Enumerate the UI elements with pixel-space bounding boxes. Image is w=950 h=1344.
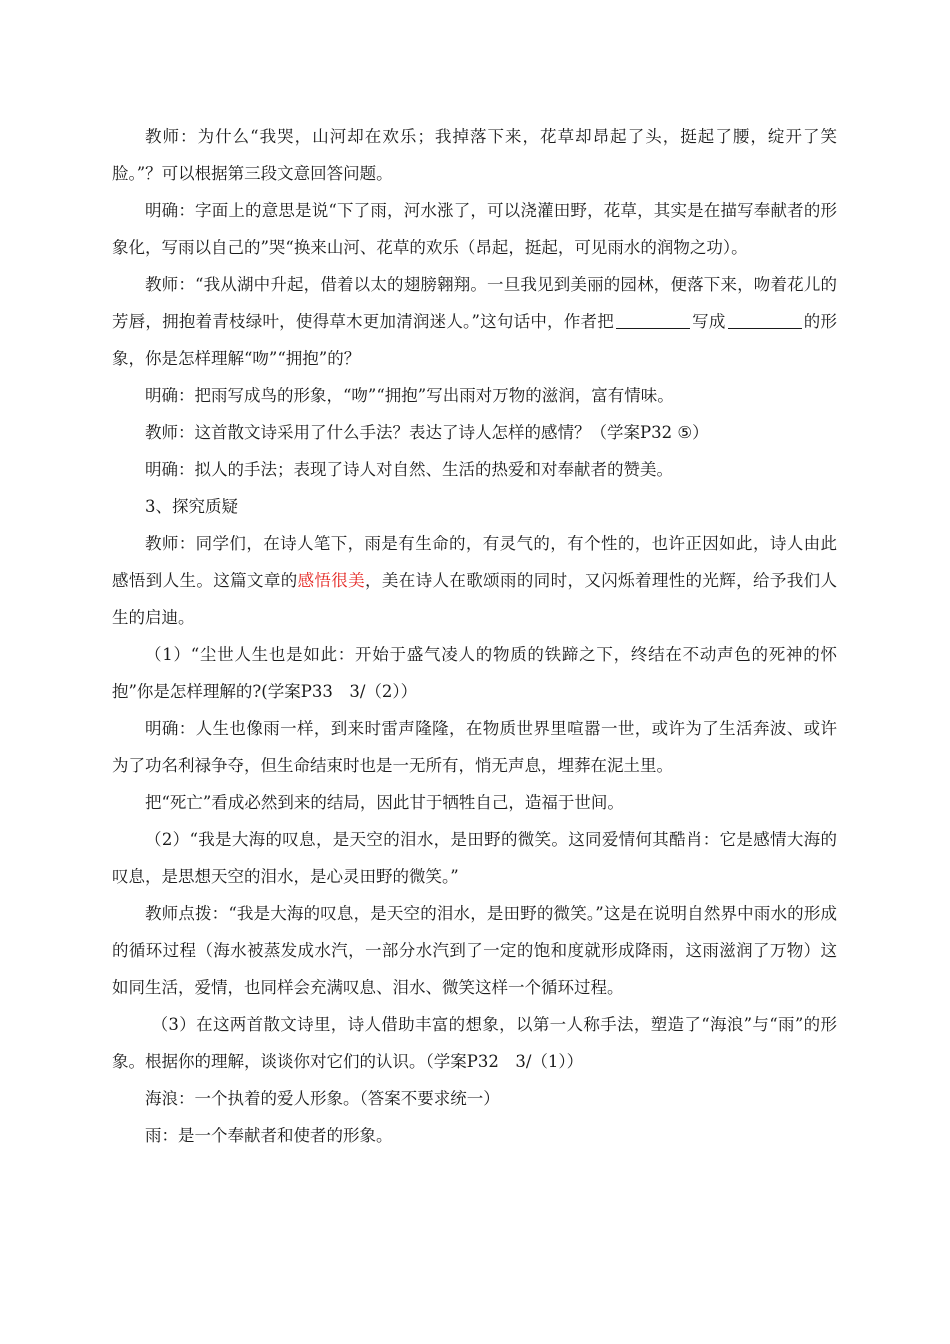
section-heading: 3、探究质疑: [145, 497, 238, 516]
paragraph-answer-3: 明确：拟人的手法；表现了诗人对自然、生活的热爱和对奉献者的赞美。: [145, 460, 673, 479]
paragraph-answer-2: 明确：把雨写成鸟的形象，“吻”“拥抱”写出雨对万物的滋润，富有情味。: [145, 386, 674, 405]
highlighted-text: 感悟很美: [297, 571, 366, 590]
question-1: （1）“尘世人生也是如此：开始于盛气凌人的物质的铁蹄之下，终结在不动声色的死神的怀抱”你是怎样理解的?(学案P33 3/（2））: [112, 645, 837, 701]
paragraph-teacher-question-2: [112, 266, 837, 377]
question-3: （3）在这两首散文诗里，诗人借助丰富的想象，以第一人称手法，塑造了“海浪”与“雨”的形象。根据你的理解，谈谈你对它们的认识。（学案P32 3/（1））: [112, 1015, 837, 1071]
answer-waves: 海浪：一个执着的爱人形象。（答案不要求统一）: [145, 1089, 500, 1108]
question-2: （2）“我是大海的叹息，是天空的泪水，是田野的微笑。这同爱情何其酷肖：它是感情大海的叹息，是思想天空的泪水，是心灵田野的微笑。”: [112, 830, 837, 886]
paragraph-text: 写成: [691, 312, 726, 331]
paragraph-text: 教师：“我从湖中升起，借着以太的翅膀翱翔。一旦我见到美丽的园林，便落下来，吻着花儿的芳唇，拥抱着青枝绿叶，使得草木更加清润迷人。”这句话中，作者把: [112, 275, 837, 331]
answer-question-1-continued: 把“死亡”看成必然到来的结局，因此甘于牺牲自己，造福于世间。: [145, 793, 624, 812]
paragraph-text: 的形象，你是怎样理解“吻”“拥抱”的？: [112, 312, 838, 368]
paragraph-answer-1: 明确：字面上的意思是说“下了雨，河水涨了，可以浇灌田野，花草，其实是在描写奉献者的形象化，写雨以自己的”哭“换来山河、花草的欢乐（昂起，挺起，可见雨水的润物之功）。: [112, 201, 837, 257]
paragraph-text: 教师：同学们，在诗人笔下，雨是有生命的，有灵气的，有个性的，也许正因如此，诗人由此感悟到人生。这篇文章的: [112, 534, 837, 590]
teacher-hint: 教师点拨：“我是大海的叹息，是天空的泪水，是田野的微笑。”这是在说明自然界中雨水的形成的循环过程（海水被蒸发成水汽，一部分水汽到了一定的饱和度就形成降雨，这雨滋润了万物）这如同生活，爱情，也同样会充满叹息、泪水、微笑这样一个循环过程。: [112, 904, 837, 997]
paragraph-text: ，美在诗人在歌颂雨的同时，又闪烁着理性的光辉，给予我们人生的启迪。: [112, 571, 838, 627]
paragraph-teacher-question-1: 教师：为什么“我哭，山河却在欢乐；我掉落下来，花草却昂起了头，挺起了腰，绽开了笑脸。”？可以根据第三段文意回答问题。: [112, 127, 837, 183]
paragraph-teacher-intro: [112, 525, 837, 636]
answer-rain: 雨：是一个奉献者和使者的形象。: [145, 1126, 393, 1145]
answer-question-1: 明确：人生也像雨一样，到来时雷声隆隆，在物质世界里喧嚣一世，或许为了生活奔波、或许为了功名利禄争夺，但生命结束时也是一无所有，悄无声息，埋葬在泥土里。: [112, 719, 837, 775]
fill-in-blank-1: [616, 312, 690, 330]
fill-in-blank-2: [728, 312, 802, 330]
paragraph-teacher-question-3: 教师：这首散文诗采用了什么手法？表达了诗人怎样的感情？（学案P32 ⑤）: [145, 423, 709, 442]
document-body: [112, 118, 837, 1154]
